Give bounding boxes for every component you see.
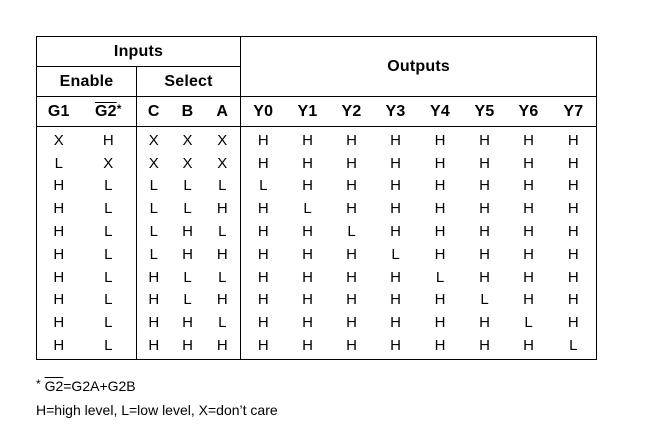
table-cell: H [434,223,446,241]
table-cell: H [241,197,286,220]
table-cell: H [434,337,446,355]
table-cell: H [241,243,286,266]
table-cell: H [479,154,490,172]
table-cell: L [104,291,113,309]
table-cell: H [53,200,65,218]
table-cell: H [346,291,357,309]
table-cell: X [217,154,228,172]
table-cell: H [434,245,446,263]
table-cell: X [182,154,193,172]
table-cell: H [302,245,313,263]
table-cell: H [302,154,313,172]
table-cell: L [137,243,171,266]
table-cell: L [104,200,113,218]
table-cell: L [218,314,227,332]
table-cell: H [346,154,357,172]
table-cell: L [54,154,63,172]
table-cell: H [523,223,534,241]
truth-table [36,36,597,360]
table-cell: H [567,268,579,286]
table-cell: H [302,314,313,332]
table-cell: H [241,127,286,152]
table-cell: H [137,266,171,289]
table-cell: H [137,311,171,334]
table-cell: H [346,245,357,263]
table-cell: H [390,154,401,172]
table-cell: L [183,268,192,286]
table-cell: H [567,314,579,332]
a-header: A [205,97,241,127]
y4-header: Y4 [418,97,463,127]
table-cell: X [53,131,64,149]
table-cell: L [137,175,171,198]
table-cell: H [241,289,286,312]
g2-header [81,97,137,127]
g1-header: G1 [37,97,81,127]
table-cell: X [137,152,171,175]
table-cell: H [346,200,357,218]
table-cell: H [567,177,579,195]
table-cell: L [183,200,192,218]
table-cell: H [567,245,579,263]
table-cell: H [346,131,357,149]
y3-header: Y3 [374,97,418,127]
table-cell: H [523,177,534,195]
table-cell: H [479,200,490,218]
footnote-g2-equation: =G2A+G2B [63,378,136,394]
table-cell: L [183,291,192,309]
y5-header: Y5 [463,97,507,127]
table-cell: H [216,245,228,263]
table-cell: H [567,291,579,309]
table-cell: H [346,177,357,195]
footnote-legend: H=high level, L=low level, X=don’t care [36,402,278,418]
table-cell: H [182,223,193,241]
table-cell: L [183,177,192,195]
table-cell: H [302,337,313,355]
table-row [37,220,597,243]
table-cell: H [523,268,534,286]
table-cell: X [182,131,193,149]
g2-label: G2 [94,103,117,120]
table-cell: L [104,177,113,195]
table-cell: H [241,152,286,175]
table-cell: L [569,337,578,355]
table-row [37,266,597,289]
table-cell: H [53,314,65,332]
table-cell: L [435,268,445,286]
table-cell: H [479,223,490,241]
table-cell: H [390,268,401,286]
table-cell: H [241,266,286,289]
table-cell: L [137,220,171,243]
table-cell: L [218,223,227,241]
table-cell: H [479,268,490,286]
y1-header: Y1 [286,97,330,127]
table-cell: H [479,337,490,355]
table-cell: H [479,314,490,332]
table-cell: H [434,314,446,332]
table-cell: L [104,314,113,332]
enable-header: Enable [37,67,137,97]
table-cell: H [523,131,534,149]
table-row [37,175,597,198]
table-cell: H [53,177,65,195]
table-cell: H [182,245,193,263]
table-cell: H [390,223,401,241]
table-row [37,152,597,175]
table-row [37,127,597,152]
footnote-g2-definition [36,377,136,394]
table-cell: L [241,175,286,198]
table-cell: H [137,334,171,359]
table-cell: L [347,223,356,241]
table-cell: H [346,314,357,332]
y7-header: Y7 [551,97,597,127]
table-cell: H [53,223,65,241]
footnote-star: * [36,377,41,391]
table-cell: H [434,154,446,172]
table-cell: L [524,314,533,332]
table-cell: H [567,223,579,241]
table-cell: H [102,131,114,149]
table-cell: H [390,177,401,195]
c-header: C [137,97,171,127]
y0-header: Y0 [241,97,286,127]
table-cell: H [567,131,579,149]
table-cell: H [302,268,313,286]
table-cell: H [479,131,490,149]
table-row [37,289,597,312]
table-cell: H [53,337,65,355]
table-cell: H [390,337,401,355]
table-cell: H [241,334,286,359]
table-cell: X [217,131,228,149]
g2-footnote-mark: * [116,102,122,116]
outputs-header: Outputs [241,37,597,97]
table-cell: H [523,245,534,263]
table-cell: H [523,154,534,172]
table-cell: L [104,223,113,241]
truth-table-body [37,127,597,360]
table-cell: H [390,314,401,332]
table-cell: H [434,200,446,218]
table-cell: H [302,291,313,309]
table-cell: H [390,200,401,218]
table-cell: X [103,154,114,172]
table-cell: L [480,291,489,309]
table-cell: H [523,200,534,218]
table-cell: H [567,154,579,172]
table-cell: L [104,268,113,286]
inputs-header: Inputs [37,37,241,67]
table-row [37,197,597,220]
select-header: Select [137,67,241,97]
table-cell: H [479,245,490,263]
table-cell: H [434,131,446,149]
y6-header: Y6 [507,97,551,127]
table-cell: H [182,337,193,355]
table-cell: L [218,268,227,286]
table-cell: H [53,291,65,309]
table-cell: H [302,177,313,195]
table-cell: H [302,131,313,149]
table-cell: L [218,177,227,195]
table-cell: L [391,245,400,263]
table-cell: H [390,291,401,309]
table-cell: L [104,245,113,263]
table-cell: H [390,131,401,149]
table-row [37,243,597,266]
table-cell: H [53,245,65,263]
table-cell: H [241,220,286,243]
table-cell: H [302,223,313,241]
table-row [37,334,597,359]
y2-header: Y2 [330,97,374,127]
table-cell: H [479,177,490,195]
b-header: B [171,97,205,127]
table-cell: H [434,291,446,309]
table-cell: L [137,197,171,220]
table-cell: H [346,268,357,286]
table-cell: H [216,337,228,355]
table-cell: H [434,177,446,195]
table-cell: H [53,268,65,286]
table-cell: H [182,314,193,332]
table-cell: H [216,291,228,309]
table-cell: X [137,127,171,152]
table-cell: L [303,200,312,218]
table-cell: H [567,200,579,218]
table-cell: L [104,337,113,355]
table-cell: H [216,200,228,218]
table-cell: H [523,337,534,355]
table-cell: H [523,291,534,309]
table-row [37,311,597,334]
table-cell: H [346,337,357,355]
footnote-g2: G2 [44,378,64,394]
table-cell: H [137,289,171,312]
table-cell: H [241,311,286,334]
